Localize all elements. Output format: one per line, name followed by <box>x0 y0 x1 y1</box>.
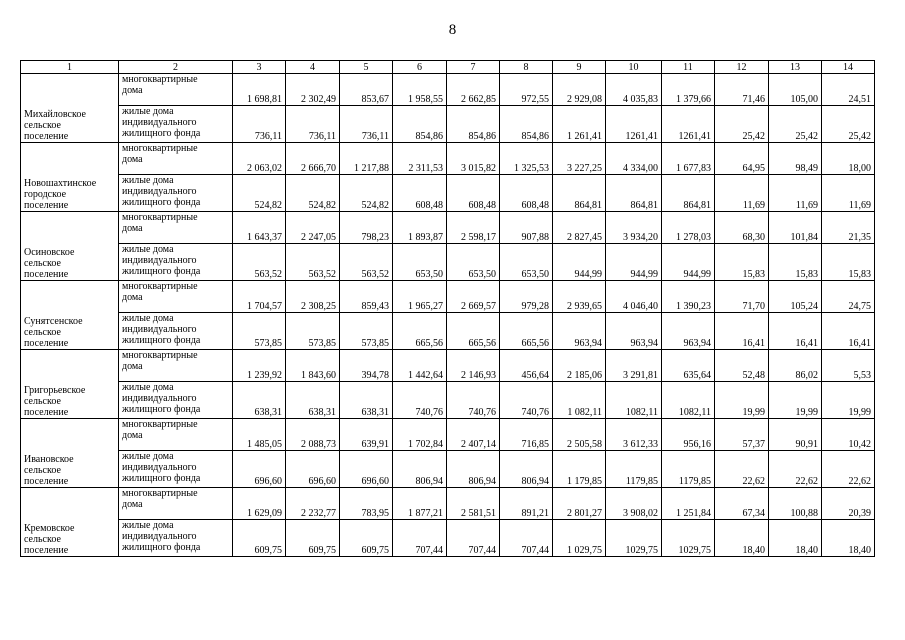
value-cell: 2 247,05 <box>286 212 340 244</box>
column-header: 11 <box>662 61 715 74</box>
table-row <box>21 313 875 350</box>
value-cell: 864,81 <box>553 175 606 212</box>
value-cell: 740,76 <box>500 382 553 419</box>
value-cell: 1 442,64 <box>393 350 447 382</box>
housing-type-line: дома <box>122 292 143 303</box>
value-cell: 18,40 <box>822 520 875 557</box>
value-cell: 1 485,05 <box>233 419 286 451</box>
value-cell: 524,82 <box>286 175 340 212</box>
value-cell: 524,82 <box>340 175 393 212</box>
value-cell: 21,35 <box>822 212 875 244</box>
value-cell: 1 629,09 <box>233 488 286 520</box>
table-row <box>21 350 875 382</box>
value-cell: 64,95 <box>715 143 769 175</box>
housing-type-line: многоквартирные <box>122 488 198 499</box>
housing-type <box>119 451 233 488</box>
settlement-name-line: поселение <box>24 545 69 556</box>
value-cell: 806,94 <box>393 451 447 488</box>
value-cell: 736,11 <box>286 106 340 143</box>
value-cell: 798,23 <box>340 212 393 244</box>
settlement-name-line: поселение <box>24 269 69 280</box>
value-cell: 105,00 <box>769 74 822 106</box>
settlement-name-line: Михайловское <box>24 109 86 120</box>
value-cell: 609,75 <box>340 520 393 557</box>
value-cell: 573,85 <box>233 313 286 350</box>
housing-type-line: жилищного фонда <box>122 266 201 277</box>
value-cell: 16,41 <box>769 313 822 350</box>
value-cell: 24,51 <box>822 74 875 106</box>
value-cell: 3 934,20 <box>606 212 662 244</box>
value-cell: 963,94 <box>606 313 662 350</box>
housing-type-line: дома <box>122 499 143 510</box>
value-cell: 2 581,51 <box>447 488 500 520</box>
value-cell: 3 291,81 <box>606 350 662 382</box>
value-cell: 100,88 <box>769 488 822 520</box>
housing-type-line: жилищного фонда <box>122 404 201 415</box>
value-cell: 573,85 <box>286 313 340 350</box>
housing-type <box>119 244 233 281</box>
column-header: 14 <box>822 61 875 74</box>
housing-type-line: дома <box>122 85 143 96</box>
value-cell: 853,67 <box>340 74 393 106</box>
value-cell: 609,75 <box>286 520 340 557</box>
value-cell: 972,55 <box>500 74 553 106</box>
housing-type-line: жилые дома <box>122 520 174 531</box>
value-cell: 2 669,57 <box>447 281 500 313</box>
housing-type-line: многоквартирные <box>122 419 198 430</box>
column-header: 10 <box>606 61 662 74</box>
value-cell: 11,69 <box>822 175 875 212</box>
value-cell: 1 877,21 <box>393 488 447 520</box>
value-cell: 1 677,83 <box>662 143 715 175</box>
value-cell: 696,60 <box>286 451 340 488</box>
value-cell: 10,42 <box>822 419 875 451</box>
housing-type <box>119 143 233 175</box>
header-row <box>21 61 875 74</box>
value-cell: 653,50 <box>447 244 500 281</box>
value-cell: 1 179,85 <box>553 451 606 488</box>
settlement-name-line: Новошахтинское <box>24 178 97 189</box>
value-cell: 22,62 <box>822 451 875 488</box>
settlement-name-line: сельское <box>24 258 61 269</box>
value-cell: 3 908,02 <box>606 488 662 520</box>
value-cell: 1 702,84 <box>393 419 447 451</box>
column-header: 8 <box>500 61 553 74</box>
value-cell: 979,28 <box>500 281 553 313</box>
value-cell: 105,24 <box>769 281 822 313</box>
settlement-name <box>21 74 119 143</box>
settlement-name <box>21 281 119 350</box>
value-cell: 1 643,37 <box>233 212 286 244</box>
housing-type-line: дома <box>122 430 143 441</box>
housing-type-line: многоквартирные <box>122 281 198 292</box>
value-cell: 716,85 <box>500 419 553 451</box>
value-cell: 2 063,02 <box>233 143 286 175</box>
value-cell: 891,21 <box>500 488 553 520</box>
housing-type <box>119 419 233 451</box>
value-cell: 806,94 <box>500 451 553 488</box>
value-cell: 864,81 <box>662 175 715 212</box>
value-cell: 740,76 <box>447 382 500 419</box>
settlement-name-line: городское <box>24 189 67 200</box>
value-cell: 2 801,27 <box>553 488 606 520</box>
value-cell: 1082,11 <box>606 382 662 419</box>
value-cell: 68,30 <box>715 212 769 244</box>
value-cell: 665,56 <box>500 313 553 350</box>
value-cell: 2 146,93 <box>447 350 500 382</box>
value-cell: 1261,41 <box>662 106 715 143</box>
settlement-name-line: сельское <box>24 120 61 131</box>
value-cell: 2 088,73 <box>286 419 340 451</box>
value-cell: 24,75 <box>822 281 875 313</box>
tariff-table <box>20 60 875 557</box>
value-cell: 944,99 <box>662 244 715 281</box>
value-cell: 4 035,83 <box>606 74 662 106</box>
column-header: 1 <box>21 61 119 74</box>
value-cell: 15,83 <box>822 244 875 281</box>
value-cell: 18,40 <box>715 520 769 557</box>
value-cell: 394,78 <box>340 350 393 382</box>
value-cell: 2 185,06 <box>553 350 606 382</box>
table-row <box>21 143 875 175</box>
value-cell: 635,64 <box>662 350 715 382</box>
value-cell: 736,11 <box>340 106 393 143</box>
table-row <box>21 382 875 419</box>
value-cell: 25,42 <box>822 106 875 143</box>
housing-type-line: многоквартирные <box>122 143 198 154</box>
settlement-name <box>21 212 119 281</box>
value-cell: 1 698,81 <box>233 74 286 106</box>
value-cell: 854,86 <box>393 106 447 143</box>
value-cell: 665,56 <box>393 313 447 350</box>
value-cell: 71,70 <box>715 281 769 313</box>
value-cell: 2 666,70 <box>286 143 340 175</box>
column-header: 6 <box>393 61 447 74</box>
value-cell: 1 379,66 <box>662 74 715 106</box>
value-cell: 1 029,75 <box>553 520 606 557</box>
housing-type <box>119 350 233 382</box>
value-cell: 707,44 <box>500 520 553 557</box>
value-cell: 90,91 <box>769 419 822 451</box>
value-cell: 20,39 <box>822 488 875 520</box>
value-cell: 1179,85 <box>662 451 715 488</box>
value-cell: 101,84 <box>769 212 822 244</box>
table-row <box>21 175 875 212</box>
page-number: 8 <box>448 22 457 38</box>
table-row <box>21 212 875 244</box>
settlement-name-line: сельское <box>24 396 61 407</box>
value-cell: 2 407,14 <box>447 419 500 451</box>
housing-type-line: дома <box>122 223 143 234</box>
settlement-name-line: поселение <box>24 407 69 418</box>
value-cell: 11,69 <box>769 175 822 212</box>
value-cell: 25,42 <box>715 106 769 143</box>
value-cell: 1 251,84 <box>662 488 715 520</box>
value-cell: 1 278,03 <box>662 212 715 244</box>
column-header: 12 <box>715 61 769 74</box>
value-cell: 1029,75 <box>606 520 662 557</box>
housing-type <box>119 488 233 520</box>
housing-type-line: жилые дома <box>122 175 174 186</box>
settlement-name-line: поселение <box>24 476 69 487</box>
housing-type-line: индивидуального <box>122 255 197 266</box>
housing-type-line: жилые дома <box>122 244 174 255</box>
table-row <box>21 520 875 557</box>
column-header: 5 <box>340 61 393 74</box>
column-header: 13 <box>769 61 822 74</box>
value-cell: 456,64 <box>500 350 553 382</box>
housing-type-line: жилые дома <box>122 451 174 462</box>
housing-type <box>119 74 233 106</box>
table-row <box>21 488 875 520</box>
value-cell: 3 227,25 <box>553 143 606 175</box>
housing-type-line: многоквартирные <box>122 74 198 85</box>
settlement-name-line: Григорьевское <box>24 385 86 396</box>
value-cell: 2 929,08 <box>553 74 606 106</box>
value-cell: 854,86 <box>500 106 553 143</box>
value-cell: 806,94 <box>447 451 500 488</box>
value-cell: 98,49 <box>769 143 822 175</box>
value-cell: 22,62 <box>715 451 769 488</box>
value-cell: 71,46 <box>715 74 769 106</box>
housing-type-line: жилищного фонда <box>122 542 201 553</box>
value-cell: 638,31 <box>286 382 340 419</box>
value-cell: 4 046,40 <box>606 281 662 313</box>
housing-type-line: жилищного фонда <box>122 335 201 346</box>
column-header: 7 <box>447 61 500 74</box>
housing-type-line: жилые дома <box>122 382 174 393</box>
housing-type-line: многоквартирные <box>122 212 198 223</box>
value-cell: 22,62 <box>769 451 822 488</box>
housing-type-line: жилые дома <box>122 313 174 324</box>
housing-type <box>119 281 233 313</box>
value-cell: 1 843,60 <box>286 350 340 382</box>
value-cell: 19,99 <box>769 382 822 419</box>
value-cell: 19,99 <box>822 382 875 419</box>
value-cell: 2 311,53 <box>393 143 447 175</box>
housing-type-line: жилищного фонда <box>122 473 201 484</box>
value-cell: 563,52 <box>233 244 286 281</box>
value-cell: 696,60 <box>340 451 393 488</box>
value-cell: 1 958,55 <box>393 74 447 106</box>
value-cell: 944,99 <box>553 244 606 281</box>
housing-type-line: жилищного фонда <box>122 197 201 208</box>
value-cell: 57,37 <box>715 419 769 451</box>
settlement-name-line: поселение <box>24 131 69 142</box>
value-cell: 2 662,85 <box>447 74 500 106</box>
table-row <box>21 106 875 143</box>
housing-type <box>119 313 233 350</box>
value-cell: 1 893,87 <box>393 212 447 244</box>
value-cell: 854,86 <box>447 106 500 143</box>
settlement-name <box>21 143 119 212</box>
value-cell: 707,44 <box>447 520 500 557</box>
value-cell: 608,48 <box>447 175 500 212</box>
value-cell: 563,52 <box>286 244 340 281</box>
value-cell: 740,76 <box>393 382 447 419</box>
housing-type-line: дома <box>122 361 143 372</box>
housing-type-line: индивидуального <box>122 393 197 404</box>
value-cell: 608,48 <box>500 175 553 212</box>
value-cell: 2 939,65 <box>553 281 606 313</box>
value-cell: 19,99 <box>715 382 769 419</box>
value-cell: 1 082,11 <box>553 382 606 419</box>
value-cell: 52,48 <box>715 350 769 382</box>
value-cell: 3 612,33 <box>606 419 662 451</box>
value-cell: 1 261,41 <box>553 106 606 143</box>
value-cell: 2 232,77 <box>286 488 340 520</box>
value-cell: 653,50 <box>393 244 447 281</box>
value-cell: 86,02 <box>769 350 822 382</box>
column-header: 3 <box>233 61 286 74</box>
settlement-name-line: Осиновское <box>24 247 75 258</box>
value-cell: 67,34 <box>715 488 769 520</box>
value-cell: 963,94 <box>553 313 606 350</box>
value-cell: 2 827,45 <box>553 212 606 244</box>
table-row <box>21 244 875 281</box>
value-cell: 783,95 <box>340 488 393 520</box>
value-cell: 1082,11 <box>662 382 715 419</box>
settlement-name-line: сельское <box>24 327 61 338</box>
value-cell: 736,11 <box>233 106 286 143</box>
value-cell: 859,43 <box>340 281 393 313</box>
value-cell: 1 390,23 <box>662 281 715 313</box>
column-header: 9 <box>553 61 606 74</box>
value-cell: 25,42 <box>769 106 822 143</box>
value-cell: 1 325,53 <box>500 143 553 175</box>
value-cell: 16,41 <box>822 313 875 350</box>
housing-type-line: индивидуального <box>122 531 197 542</box>
value-cell: 608,48 <box>393 175 447 212</box>
settlement-name-line: Сунятсенское <box>24 316 83 327</box>
settlement-name <box>21 350 119 419</box>
value-cell: 1 217,88 <box>340 143 393 175</box>
housing-type-line: индивидуального <box>122 324 197 335</box>
table-row <box>21 419 875 451</box>
value-cell: 1179,85 <box>606 451 662 488</box>
housing-type <box>119 212 233 244</box>
value-cell: 956,16 <box>662 419 715 451</box>
value-cell: 639,91 <box>340 419 393 451</box>
value-cell: 15,83 <box>769 244 822 281</box>
housing-type-line: жилые дома <box>122 106 174 117</box>
settlement-name-line: поселение <box>24 338 69 349</box>
value-cell: 638,31 <box>340 382 393 419</box>
housing-type <box>119 382 233 419</box>
settlement-name <box>21 488 119 557</box>
value-cell: 2 505,58 <box>553 419 606 451</box>
value-cell: 2 302,49 <box>286 74 340 106</box>
housing-type-line: индивидуального <box>122 186 197 197</box>
value-cell: 11,69 <box>715 175 769 212</box>
value-cell: 1 965,27 <box>393 281 447 313</box>
settlement-name-line: Кремовское <box>24 523 75 534</box>
housing-type-line: жилищного фонда <box>122 128 201 139</box>
value-cell: 907,88 <box>500 212 553 244</box>
value-cell: 15,83 <box>715 244 769 281</box>
value-cell: 2 308,25 <box>286 281 340 313</box>
housing-type-line: многоквартирные <box>122 350 198 361</box>
value-cell: 963,94 <box>662 313 715 350</box>
housing-type <box>119 520 233 557</box>
housing-type-line: дома <box>122 154 143 165</box>
value-cell: 1261,41 <box>606 106 662 143</box>
value-cell: 573,85 <box>340 313 393 350</box>
value-cell: 18,40 <box>769 520 822 557</box>
value-cell: 5,53 <box>822 350 875 382</box>
value-cell: 2 598,17 <box>447 212 500 244</box>
column-header: 2 <box>119 61 233 74</box>
value-cell: 665,56 <box>447 313 500 350</box>
value-cell: 1029,75 <box>662 520 715 557</box>
settlement-name-line: поселение <box>24 200 69 211</box>
value-cell: 16,41 <box>715 313 769 350</box>
housing-type <box>119 106 233 143</box>
table-row <box>21 281 875 313</box>
settlement-name <box>21 419 119 488</box>
settlement-name-line: Ивановское <box>24 454 74 465</box>
column-header: 4 <box>286 61 340 74</box>
value-cell: 864,81 <box>606 175 662 212</box>
settlement-name-line: сельское <box>24 465 61 476</box>
housing-type-line: индивидуального <box>122 462 197 473</box>
value-cell: 707,44 <box>393 520 447 557</box>
value-cell: 3 015,82 <box>447 143 500 175</box>
value-cell: 653,50 <box>500 244 553 281</box>
housing-type <box>119 175 233 212</box>
value-cell: 4 334,00 <box>606 143 662 175</box>
value-cell: 944,99 <box>606 244 662 281</box>
value-cell: 18,00 <box>822 143 875 175</box>
value-cell: 609,75 <box>233 520 286 557</box>
value-cell: 524,82 <box>233 175 286 212</box>
settlement-name-line: сельское <box>24 534 61 545</box>
value-cell: 696,60 <box>233 451 286 488</box>
table-row <box>21 74 875 106</box>
housing-type-line: индивидуального <box>122 117 197 128</box>
value-cell: 563,52 <box>340 244 393 281</box>
value-cell: 1 704,57 <box>233 281 286 313</box>
table-row <box>21 451 875 488</box>
value-cell: 1 239,92 <box>233 350 286 382</box>
value-cell: 638,31 <box>233 382 286 419</box>
